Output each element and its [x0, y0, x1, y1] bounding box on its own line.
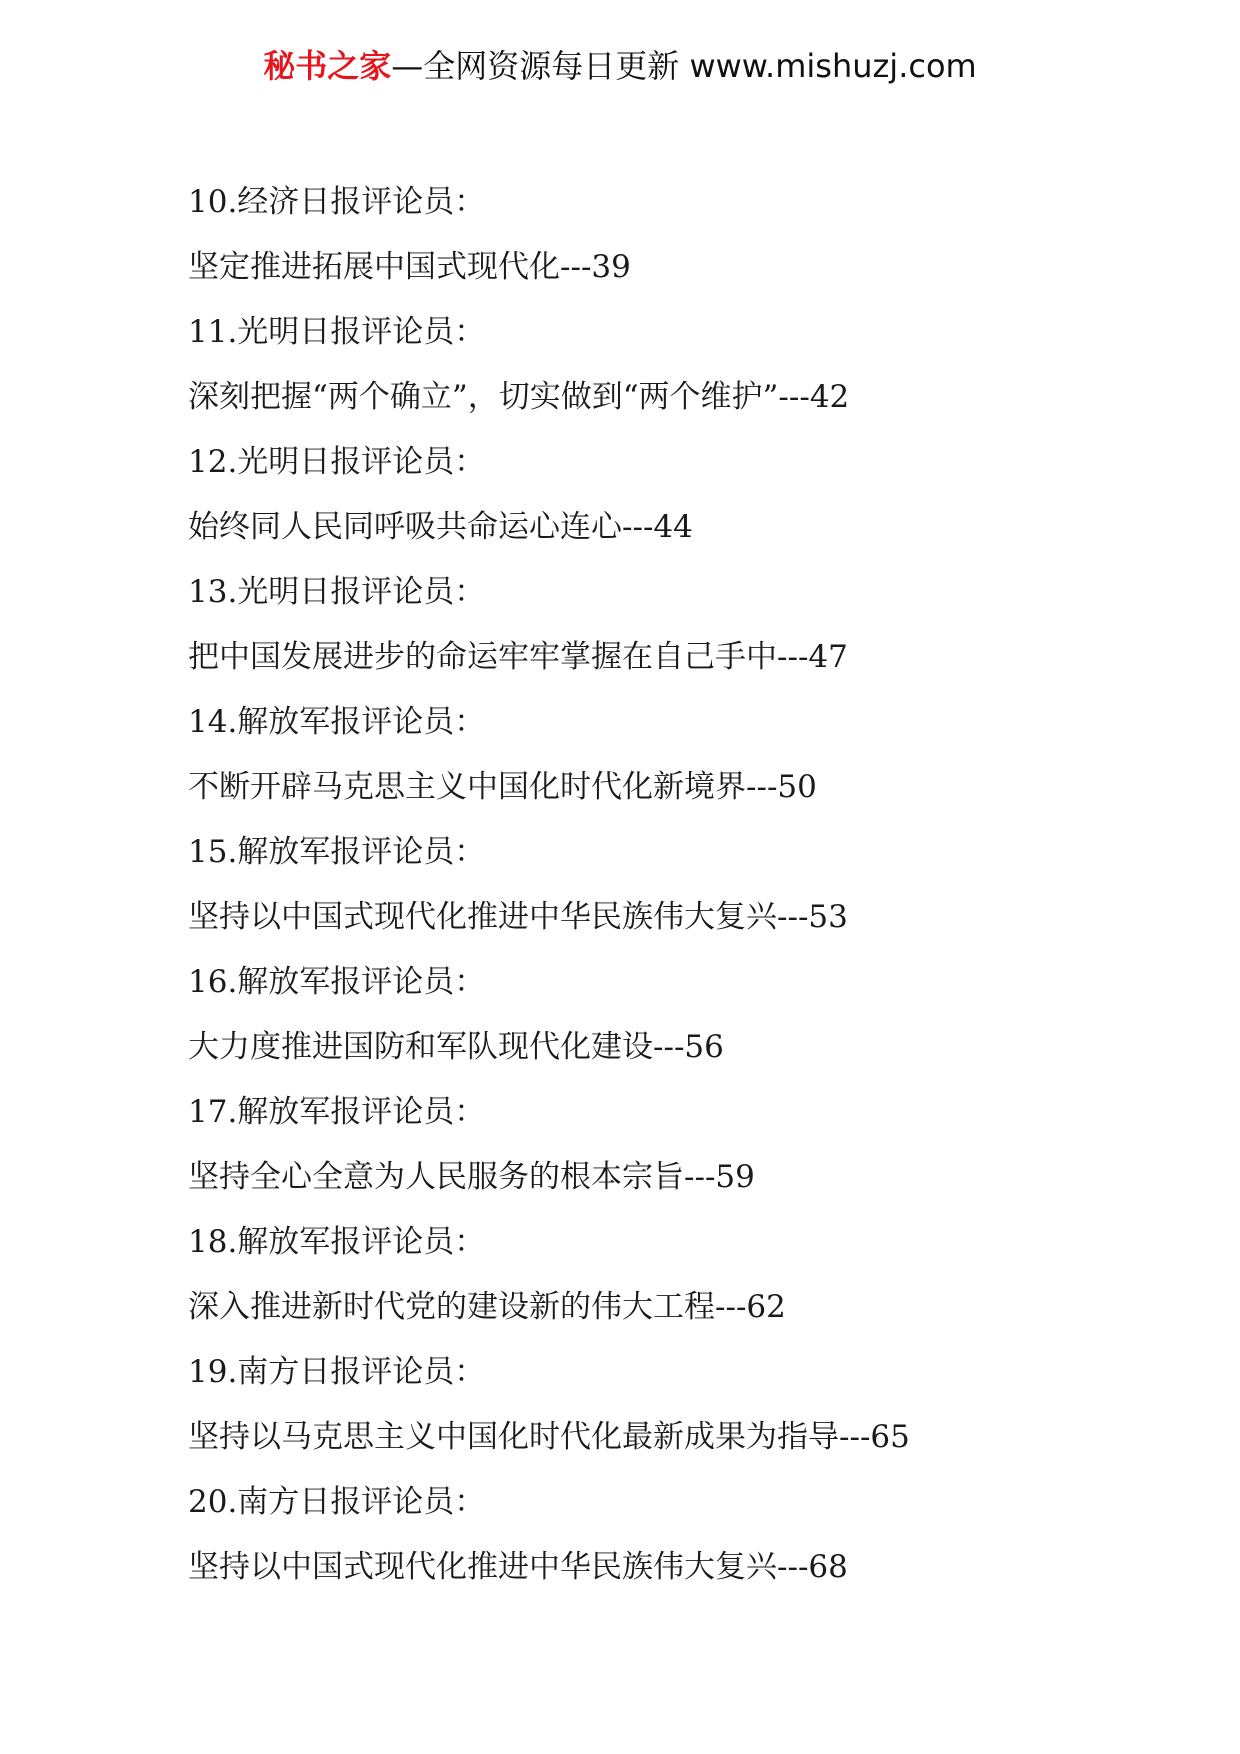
toc-source: 15.解放军报评论员： — [188, 834, 486, 870]
toc-title: 大力度推进国防和军队现代化建设---56 — [188, 1029, 724, 1065]
toc-entry — [188, 950, 1188, 1080]
toc-title: 坚持全心全意为人民服务的根本宗旨---59 — [188, 1159, 755, 1195]
toc-title: 坚持以马克思主义中国化时代化最新成果为指导---65 — [188, 1419, 910, 1455]
toc-title: 坚持以中国式现代化推进中华民族伟大复兴---53 — [188, 899, 848, 935]
brand-name: 秘书之家 — [263, 47, 392, 85]
toc-entry — [188, 170, 1188, 300]
toc-source: 19.南方日报评论员： — [188, 1354, 486, 1390]
toc-entry — [188, 560, 1188, 690]
toc-source: 20.南方日报评论员： — [188, 1484, 486, 1520]
toc-entry — [188, 1340, 1188, 1470]
toc-entry — [188, 300, 1188, 430]
toc-title: 不断开辟马克思主义中国化时代化新境界---50 — [188, 769, 817, 805]
toc-entry — [188, 820, 1188, 950]
toc-source: 10.经济日报评论员： — [188, 184, 486, 220]
toc-entry — [188, 1080, 1188, 1210]
toc-title: 深刻把握“两个确立”，切实做到“两个维护”---42 — [188, 379, 850, 415]
toc-source: 12.光明日报评论员： — [188, 444, 486, 480]
toc-source: 13.光明日报评论员： — [188, 574, 486, 610]
table-of-contents — [188, 170, 1188, 1600]
toc-source: 18.解放军报评论员： — [188, 1224, 486, 1260]
toc-source: 11.光明日报评论员： — [188, 314, 486, 350]
toc-entry — [188, 690, 1188, 820]
toc-title: 把中国发展进步的命运牢牢掌握在自己手中---47 — [188, 639, 848, 675]
toc-source: 16.解放军报评论员： — [188, 964, 486, 1000]
toc-title: 始终同人民同呼吸共命运心连心---44 — [188, 509, 693, 545]
toc-entry — [188, 430, 1188, 560]
toc-title: 坚定推进拓展中国式现代化---39 — [188, 249, 631, 285]
header-tagline: —全网资源每日更新 www.mishuzj.com — [391, 47, 977, 85]
toc-title: 深入推进新时代党的建设新的伟大工程---62 — [188, 1289, 786, 1325]
toc-source: 17.解放军报评论员： — [188, 1094, 486, 1130]
toc-entry — [188, 1470, 1188, 1600]
toc-title: 坚持以中国式现代化推进中华民族伟大复兴---68 — [188, 1549, 848, 1585]
page-header — [0, 44, 1240, 88]
toc-entry — [188, 1210, 1188, 1340]
toc-source: 14.解放军报评论员： — [188, 704, 486, 740]
